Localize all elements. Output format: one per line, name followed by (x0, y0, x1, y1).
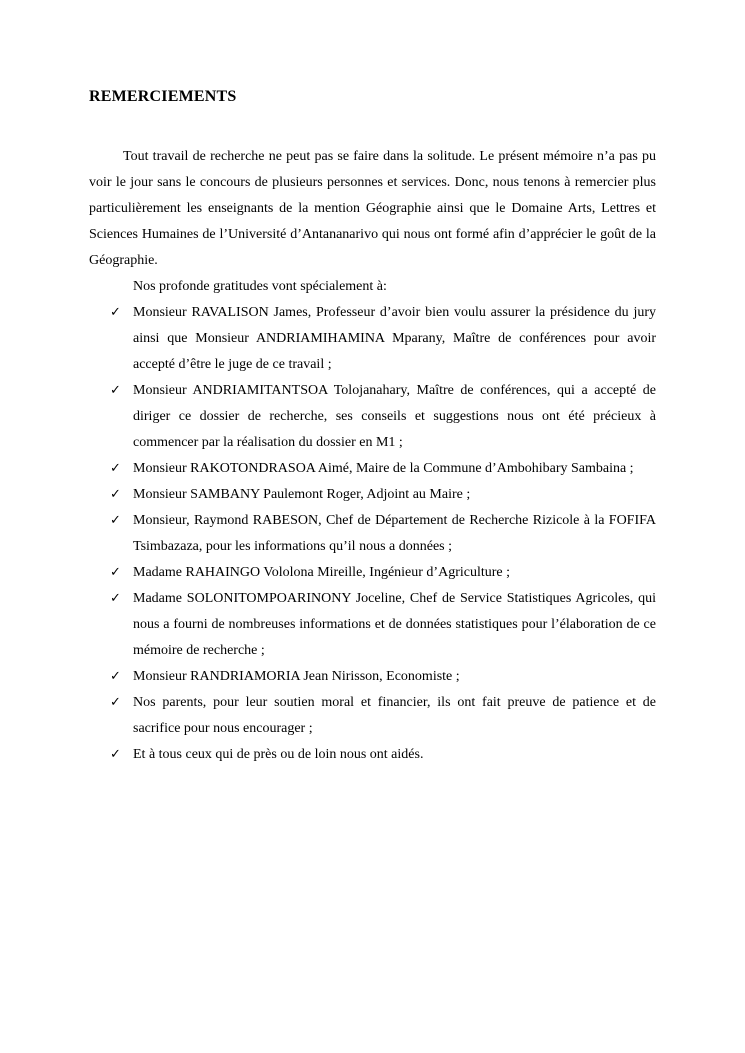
list-item (89, 560, 656, 586)
checkmark-icon: ✓ (110, 565, 121, 580)
list-item-text: Monsieur RANDRIAMORIA Jean Nirisson, Economiste ; (133, 669, 460, 684)
checkmark-icon: ✓ (110, 305, 121, 320)
list-item-text: Monsieur SAMBANY Paulemont Roger, Adjoint au Maire ; (133, 487, 471, 502)
list-item (89, 456, 656, 482)
checkmark-icon: ✓ (110, 747, 121, 762)
list-item (89, 742, 656, 768)
checkmark-icon: ✓ (110, 513, 121, 528)
list-item (89, 482, 656, 508)
list-item-text: Monsieur RAKOTONDRASOA Aimé, Maire de la Commune d’Ambohibary Sambaina ; (133, 461, 634, 476)
list-item (89, 378, 656, 456)
list-intro: Nos profonde gratitudes vont spécialement à: (133, 279, 387, 294)
intro-paragraph: Tout travail de recherche ne peut pas se faire dans la solitude. Le présent mémoire n’a pas pu voir le jour sans le concours de plusieurs personnes et services. Donc, nous tenons à remercier plus particulièrement les enseignants de la mention Géographie ainsi que le Domaine Arts, Lettres et Sciences Humaines de l’Université d’Antananarivo qui nous ont formé afin d’apprécier le goût de la Géographie. (89, 149, 656, 268)
checkmark-icon: ✓ (110, 383, 121, 398)
checkmark-icon: ✓ (110, 591, 121, 606)
list-item (89, 300, 656, 378)
checkmark-icon: ✓ (110, 461, 121, 476)
list-item-text: Et à tous ceux qui de près ou de loin nous ont aidés. (133, 747, 424, 762)
list-item-text: Monsieur, Raymond RABESON, Chef de Département de Recherche Rizicole à la FOFIFA Tsimbazaza, pour les informations qu’il nous a données ; (133, 513, 656, 554)
list-item (89, 508, 656, 560)
document-body (89, 144, 656, 768)
checkmark-icon: ✓ (110, 695, 121, 710)
list-item-text: Monsieur RAVALISON James, Professeur d’avoir bien voulu assurer la présidence du jury ainsi que Monsieur ANDRIAMIHAMINA Mparany, Maître de conférences pour avoir accepté d’être le juge de ce travail ; (133, 305, 656, 372)
list-item-text: Nos parents, pour leur soutien moral et financier, ils ont fait preuve de patience et de sacrifice pour nous encourager ; (133, 695, 656, 736)
list-item (89, 664, 656, 690)
list-item-text: Madame SOLONITOMPOARINONY Joceline, Chef de Service Statistiques Agricoles, qui nous a fourni de nombreuses informations et de données statistiques pour l’élaboration de ce mémoire de recherche ; (133, 591, 656, 658)
list-item-text: Madame RAHAINGO Vololona Mireille, Ingénieur d’Agriculture ; (133, 565, 511, 580)
checkmark-icon: ✓ (110, 487, 121, 502)
acknowledgement-list (89, 300, 656, 768)
list-item-text: Monsieur ANDRIAMITANTSOA Tolojanahary, Maître de conférences, qui a accepté de diriger ce dossier de recherche, ses conseils et suggestions nous ont été précieux à commencer par la réalisation du dossier en M1 ; (133, 383, 656, 450)
checkmark-icon: ✓ (110, 669, 121, 684)
page-title: REMERCIEMENTS (89, 88, 237, 105)
list-item (89, 690, 656, 742)
list-item (89, 586, 656, 664)
